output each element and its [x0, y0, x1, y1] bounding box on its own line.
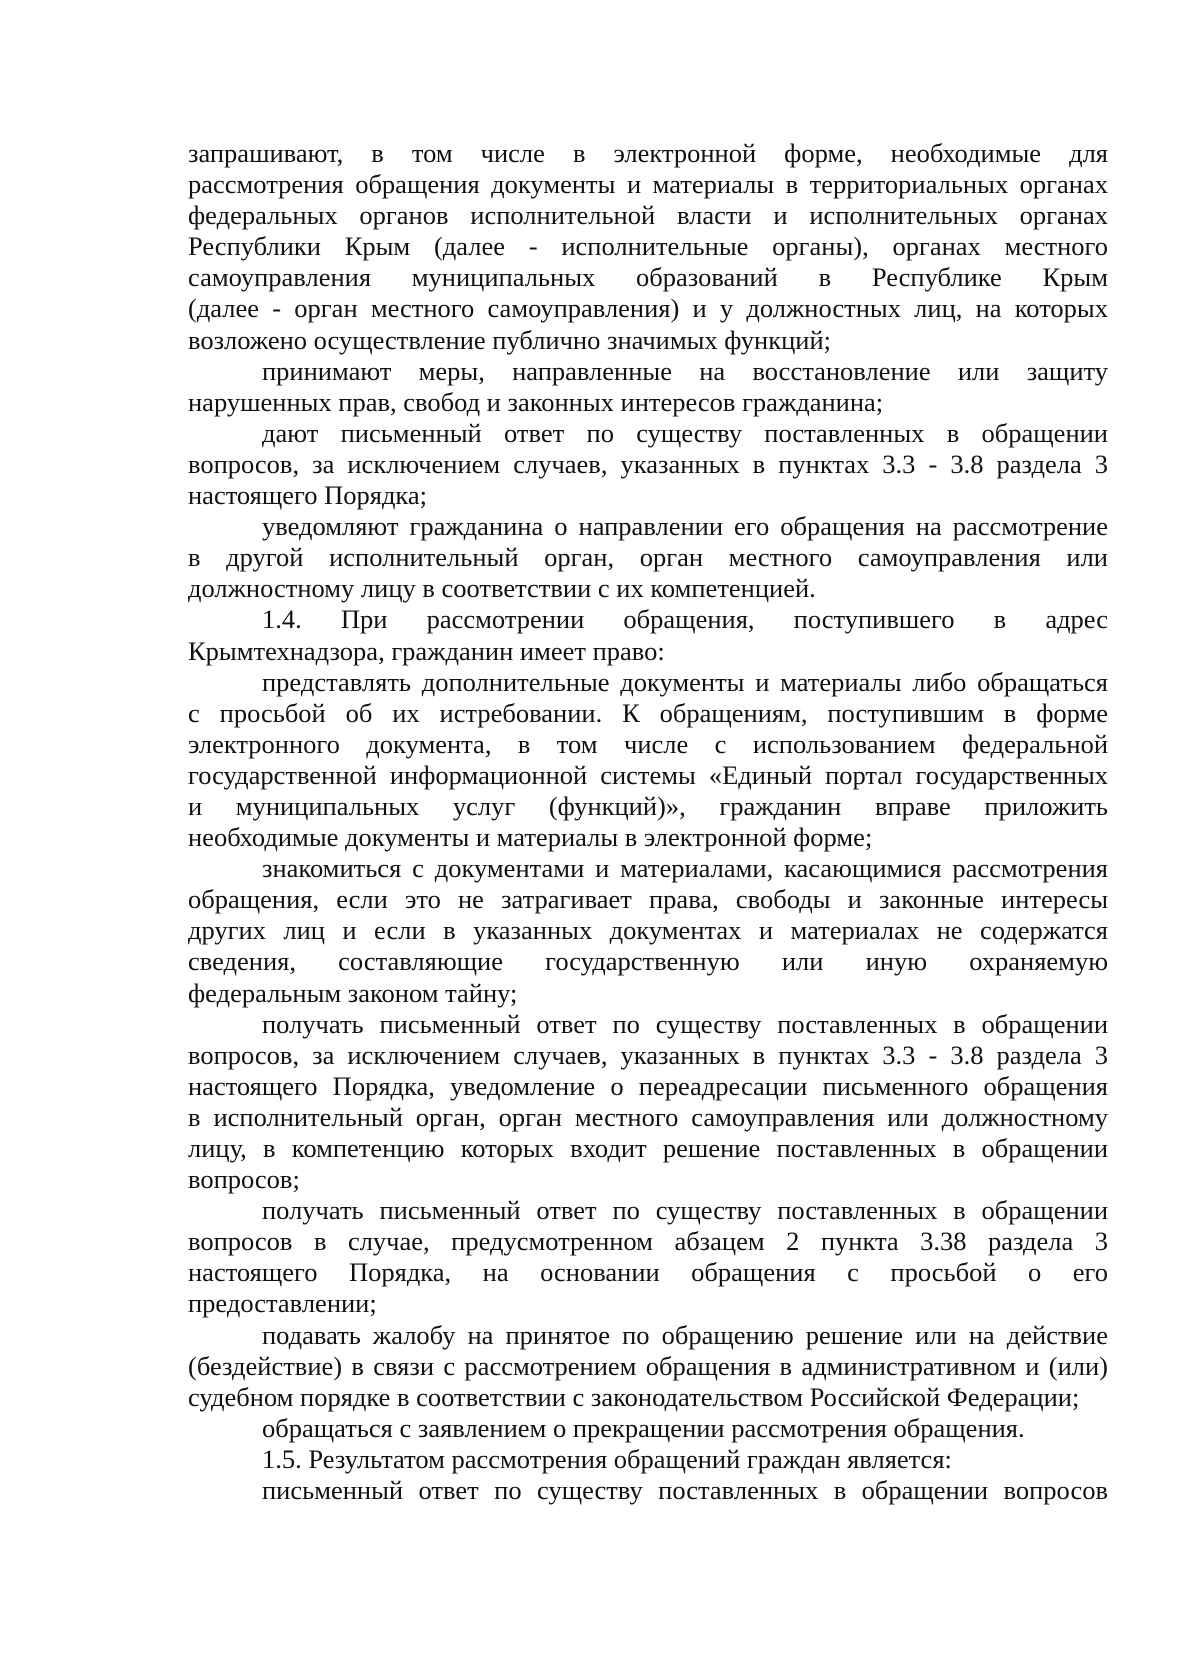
text-line: электронного документа, в том числе с использованием федеральной — [188, 728, 1108, 759]
text-line: необходимые документы и материалы в электронной форме; — [188, 822, 873, 853]
text-line: (бездействие) в связи с рассмотрением обращения в административном и (или) — [188, 1350, 1108, 1381]
text-line: федеральных органов исполнительной власти и исполнительных органах — [188, 200, 1108, 231]
paragraph — [188, 418, 1108, 511]
text-line: с просьбой об их истребовании. К обращениям, поступившим в форме — [188, 697, 1108, 728]
text-line: запрашивают, в том числе в электронной форме, необходимые для — [188, 138, 1108, 168]
paragraph — [188, 853, 1108, 1008]
text-line: вопросов, за исключением случаев, указанных в пунктах 3.3 - 3.8 раздела 3 — [188, 448, 1108, 479]
text-line: уведомляют гражданина о направлении его обращения на рассмотрение — [262, 511, 1108, 542]
text-line: должностному лицу в соответствии с их компетенцией. — [188, 573, 816, 604]
text-line: принимают меры, направленные на восстановление или защиту — [262, 355, 1108, 386]
text-line: лицу, в компетенцию которых входит решение поставленных в обращении — [188, 1133, 1108, 1163]
text-line: государственной информационной системы «Единый портал государственных — [188, 759, 1108, 790]
text-line: представлять дополнительные документы и материалы либо обращаться — [262, 666, 1108, 697]
text-line: получать письменный ответ по существу поставленных в обращении — [262, 1195, 1108, 1226]
text-line: письменный ответ по существу поставленных в обращении вопросов — [262, 1475, 1108, 1506]
text-line: других лиц и если в указанных документах и материалах не содержатся — [188, 915, 1108, 946]
paragraph — [188, 1444, 1108, 1475]
text-line: 1.5. Результатом рассмотрения обращений граждан является: — [262, 1443, 952, 1474]
text-line: знакомиться с документами и материалами, касающимися рассмотрения — [262, 853, 1108, 884]
text-line: 1.4. При рассмотрении обращения, поступившего в адрес — [262, 604, 1108, 635]
text-line: и муниципальных услуг (функций)», гражданин вправе приложить — [188, 790, 1108, 821]
paragraph — [188, 1320, 1108, 1413]
text-line: судебном порядке в соответствии с законодательством Российской Федерации; — [188, 1381, 1080, 1412]
text-line: подавать жалобу на принятое по обращению решение или на действие — [262, 1319, 1108, 1350]
text-line: Республики Крым (далее - исполнительные органы), органах местного — [188, 231, 1108, 262]
text-line: вопросов в случае, предусмотренном абзацем 2 пункта 3.38 раздела 3 — [188, 1226, 1108, 1257]
text-line: дают письменный ответ по существу поставленных в обращении — [262, 417, 1108, 448]
text-line: федеральным законом тайну; — [188, 977, 518, 1008]
text-line: настоящего Порядка, уведомление о переадресации письменного обращения — [188, 1070, 1108, 1101]
text-line: возложено осуществление публично значимых функций; — [188, 324, 832, 355]
text-line: вопросов; — [188, 1164, 300, 1195]
text-line: (далее - орган местного самоуправления) и у должностных лиц, на которых — [188, 293, 1108, 324]
paragraph — [188, 138, 1108, 356]
text-line: сведения, составляющие государственную или иную охраняемую — [188, 946, 1108, 977]
paragraph — [188, 1413, 1108, 1444]
text-line: вопросов, за исключением случаев, указанных в пунктах 3.3 - 3.8 раздела 3 — [188, 1039, 1108, 1070]
paragraph — [188, 356, 1108, 418]
paragraph — [188, 1475, 1108, 1506]
text-line: получать письменный ответ по существу поставленных в обращении — [262, 1008, 1108, 1039]
text-line: самоуправления муниципальных образований в Республике Крым — [188, 262, 1108, 293]
paragraph — [188, 667, 1108, 854]
text-line: рассмотрения обращения документы и материалы в территориальных органах — [188, 169, 1108, 200]
document-page — [188, 138, 1108, 1506]
text-line: Крымтехнадзора, гражданин имеет право: — [188, 635, 665, 666]
paragraph — [188, 1195, 1108, 1319]
text-line: настоящего Порядка; — [188, 480, 428, 511]
paragraph — [188, 511, 1108, 604]
paragraph — [188, 1009, 1108, 1196]
paragraph — [188, 604, 1108, 666]
text-line: обращения, если это не затрагивает права, свободы и законные интересы — [188, 884, 1108, 915]
text-line: предоставлении; — [188, 1288, 377, 1319]
text-line: в другой исполнительный орган, орган местного самоуправления или — [188, 542, 1108, 573]
text-line: настоящего Порядка, на основании обращения с просьбой о его — [188, 1257, 1108, 1288]
text-line: нарушенных прав, свобод и законных интересов гражданина; — [188, 386, 884, 417]
text-line: в исполнительный орган, орган местного самоуправления или должностному — [188, 1101, 1108, 1132]
text-line: обращаться с заявлением о прекращении рассмотрения обращения. — [262, 1412, 1025, 1443]
